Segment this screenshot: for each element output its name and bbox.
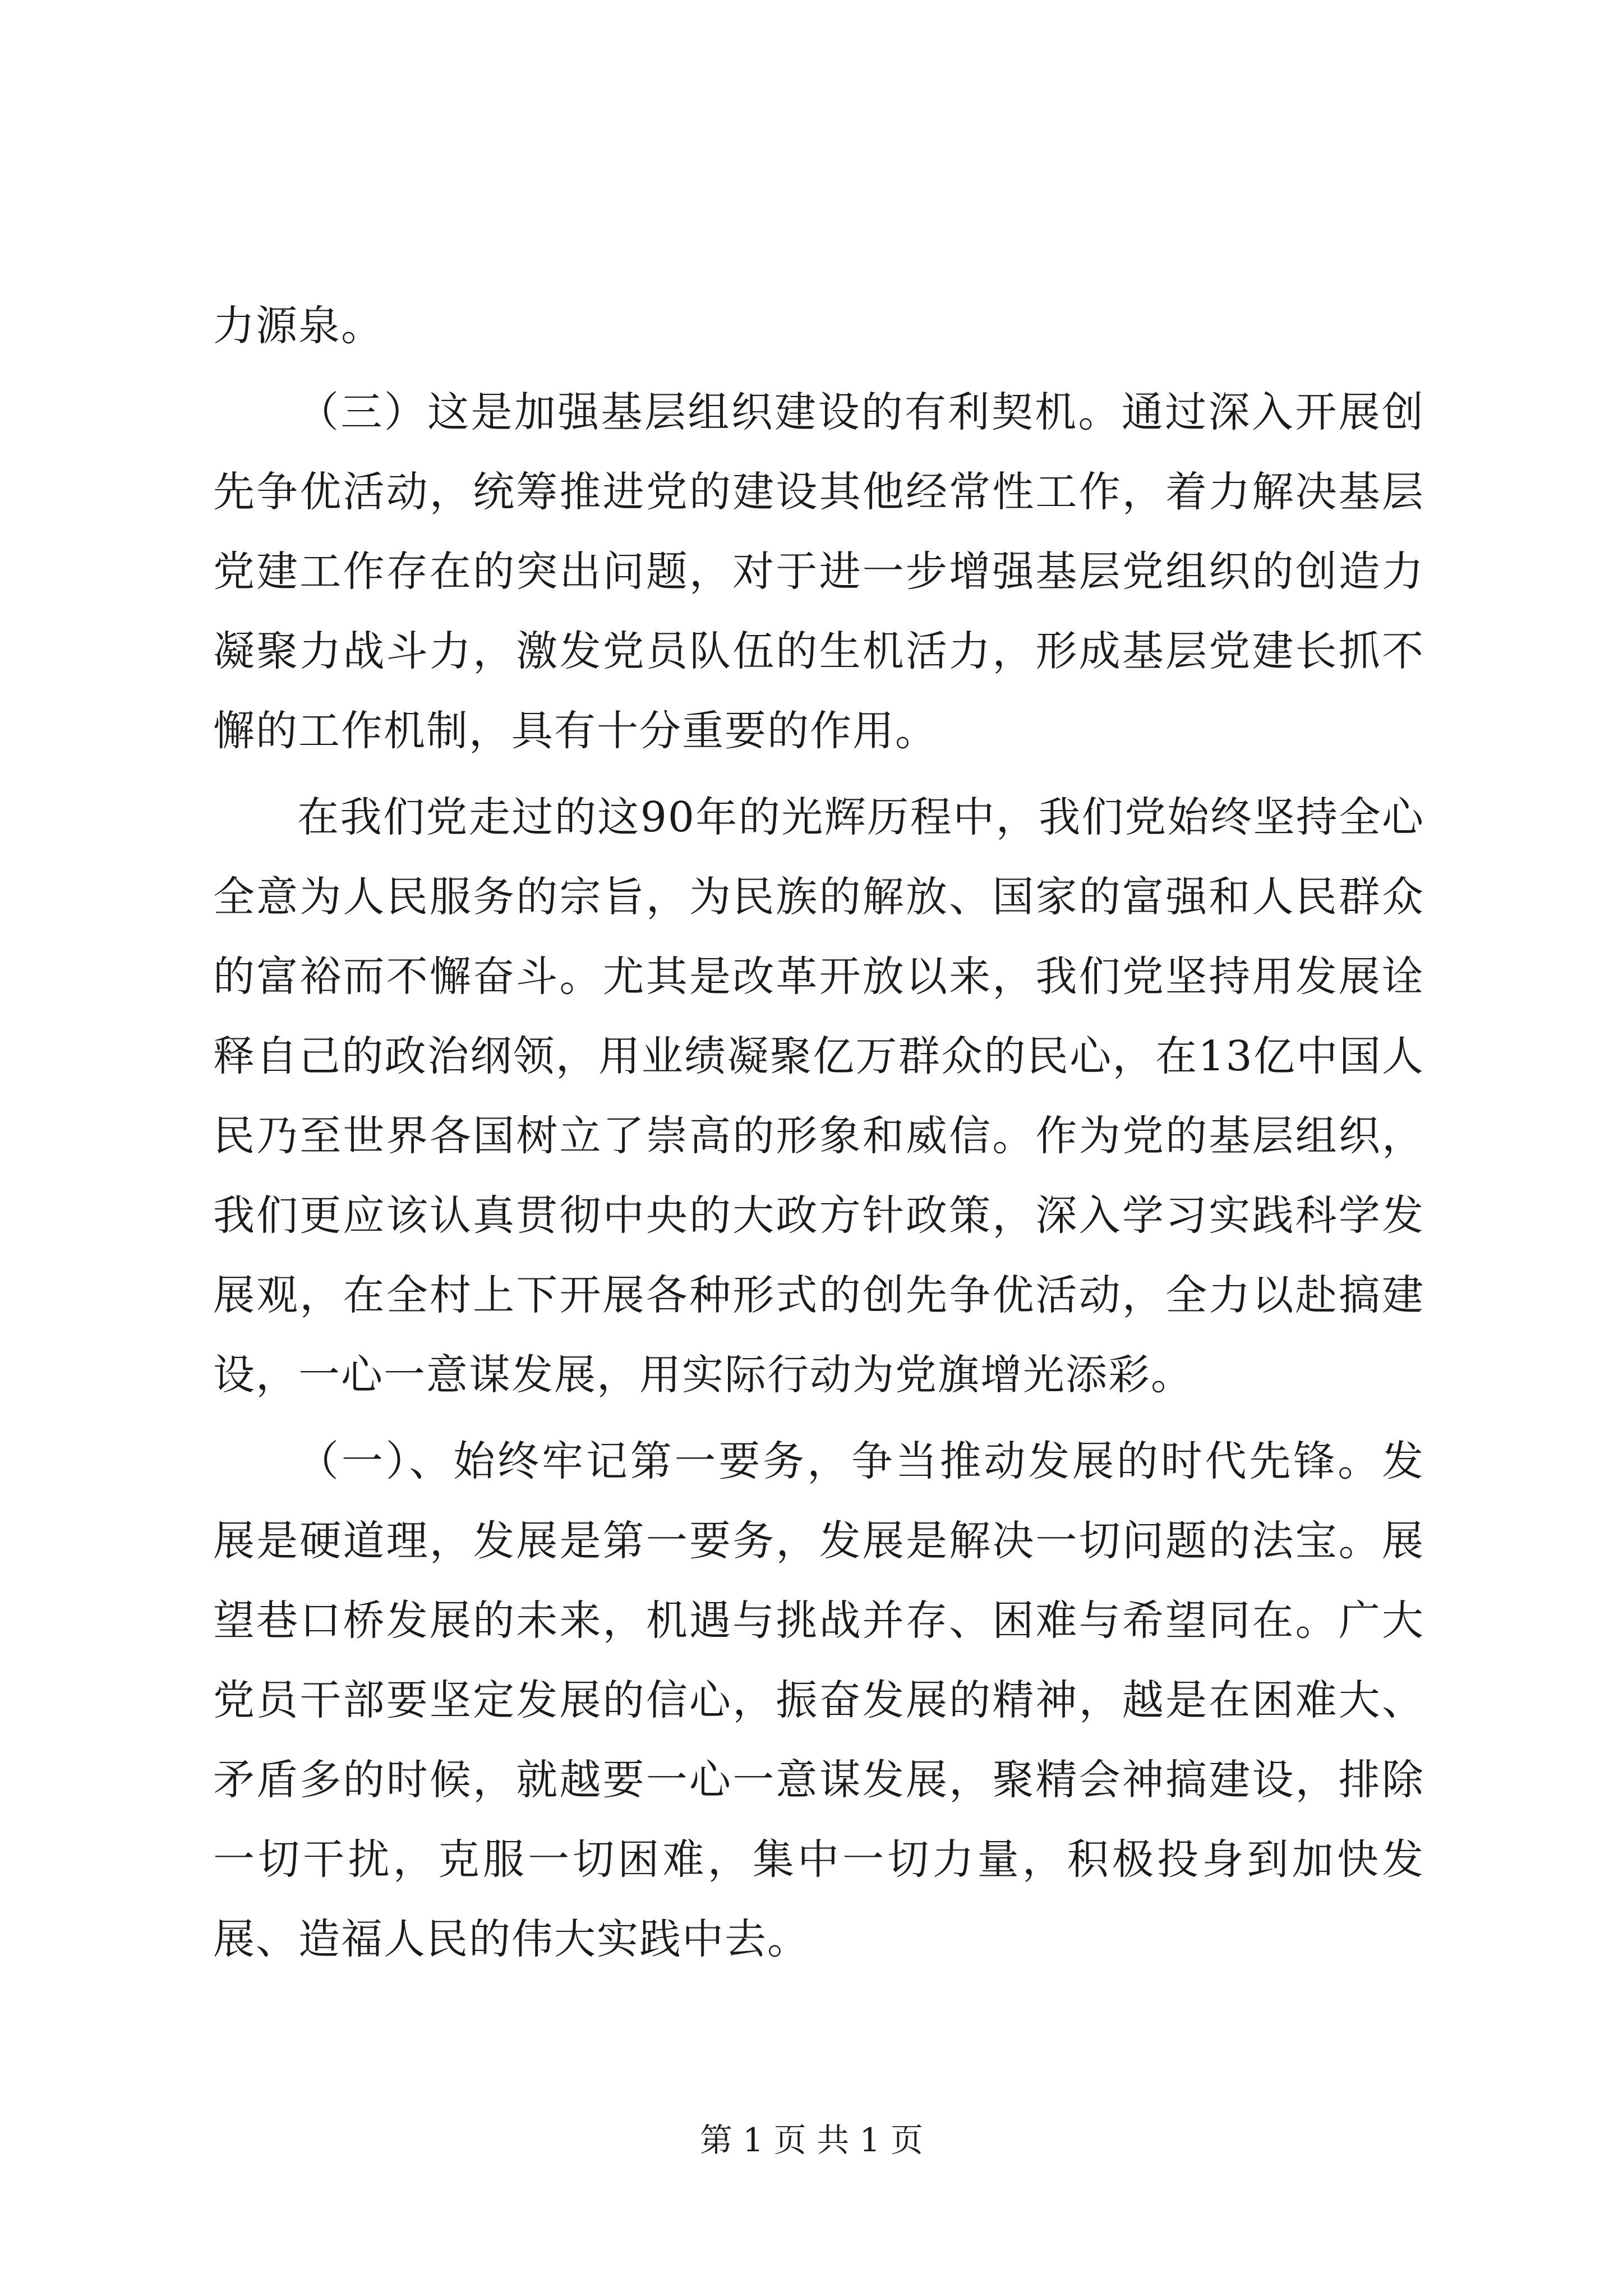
paragraph-section-three: （三）这是加强基层组织建设的有利契机。通过深入开展创先争优活动，统筹推进党的建设其他经常性工作，着力解决基层党建工作存在的突出问题，对于进一步增强基层党组织的创造力凝聚力战斗力，激发党员队伍的生机活力，形成基层党建长抓不懈的工作机制，具有十分重要的作用。 xyxy=(213,388,1424,755)
document-body xyxy=(213,286,1424,1986)
paragraph-history: 在我们党走过的这90年的光辉历程中，我们党始终坚持全心全意为人民服务的宗旨，为民族的解放、国家的富强和人民群众的富裕而不懈奋斗。尤其是改革开放以来，我们党坚持用发展诠释自己的政治纲领，用业绩凝聚亿万群众的民心，在13亿中国人民乃至世界各国树立了崇高的形象和威信。作为党的基层组织，我们更应该认真贯彻中央的大政方针政策，深入学习实践科学发展观，在全村上下开展各种形式的创先争优活动，全力以赴搞建设，一心一意谋发展，用实际行动为党旗增光添彩。 xyxy=(213,793,1424,1399)
paragraph-section-one: （一）、始终牢记第一要务，争当推动发展的时代先锋。发展是硬道理，发展是第一要务，发展是解决一切问题的法宝。展望巷口桥发展的未来，机遇与挑战并存、困难与希望同在。广大党员干部要坚定发展的信心，振奋发展的精神，越是在困难大、矛盾多的时候，就越要一心一意谋发展，聚精会神搞建设，排除一切干扰，克服一切困难，集中一切力量，积极投身到加快发展、造福人民的伟大实践中去。 xyxy=(213,1437,1424,1963)
page-footer: 第 1 页 共 1 页 xyxy=(700,2121,923,2159)
paragraph-continuation: 力源泉。 xyxy=(213,302,384,350)
